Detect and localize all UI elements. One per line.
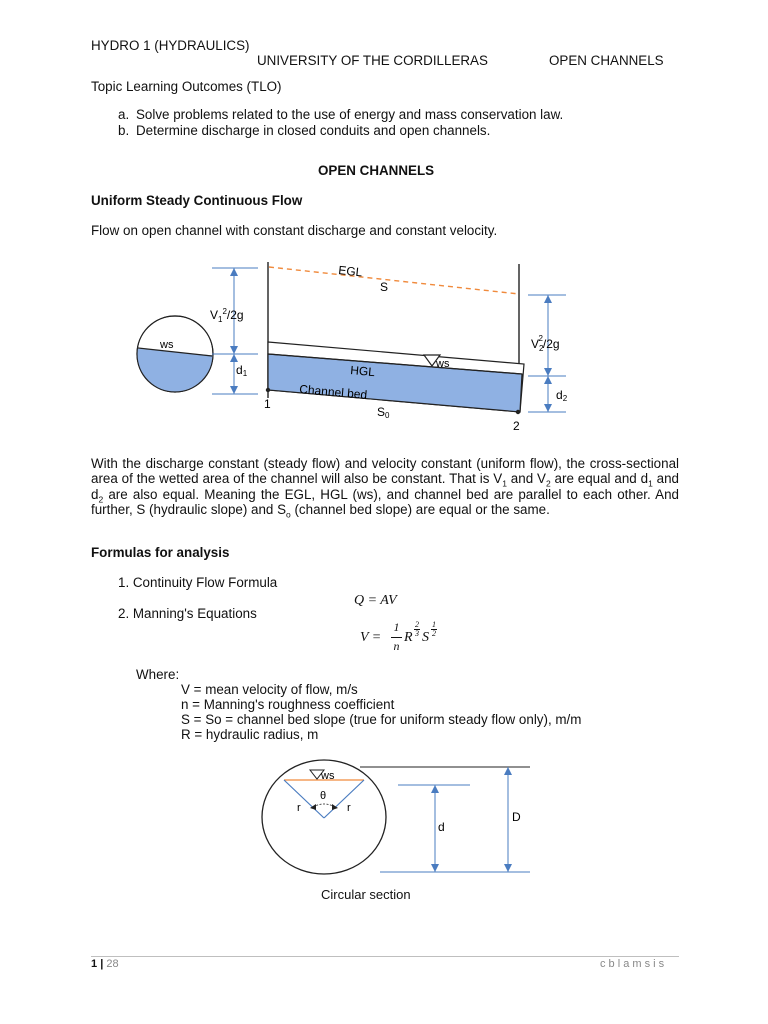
footer-divider bbox=[91, 956, 679, 957]
s0-label: S0 bbox=[377, 405, 390, 420]
header-topic: OPEN CHANNELS bbox=[549, 53, 664, 68]
channel-ws-label: ws bbox=[436, 358, 450, 370]
where-label: Where: bbox=[136, 667, 180, 682]
tlo-item-b: Determine discharge in closed conduits and open channels. bbox=[136, 123, 491, 138]
radius-right-label: r bbox=[347, 802, 351, 814]
where-line-v: V = mean velocity of flow, m/s bbox=[181, 682, 358, 697]
section-title: OPEN CHANNELS bbox=[318, 163, 435, 178]
formula-1-label: 1. Continuity Flow Formula bbox=[118, 575, 278, 590]
page-number: 1 | 28 bbox=[91, 958, 119, 970]
point-1-marker bbox=[266, 388, 270, 392]
radius-left-line bbox=[284, 780, 327, 818]
tlo-marker-a: a. bbox=[118, 107, 130, 122]
egl-line bbox=[269, 267, 519, 294]
where-line-r: R = hydraulic radius, m bbox=[181, 727, 319, 742]
point-1-label: 1 bbox=[264, 397, 271, 411]
ws-label: ws bbox=[321, 770, 335, 782]
v1-label: $V_1^2/2g$ bbox=[210, 307, 244, 324]
manning-equation: V = 1 n R 2 3 S 1 2 bbox=[360, 620, 436, 653]
diameter-D-label: D bbox=[512, 810, 521, 824]
v2-label: $V_22/2g$ bbox=[531, 334, 560, 353]
where-line-n: n = Manning's roughness coefficient bbox=[181, 697, 395, 712]
radius-right-line bbox=[324, 780, 364, 818]
d1-label: d1 bbox=[236, 363, 248, 378]
tlo-item-a: Solve problems related to the use of energy and mass conservation law. bbox=[136, 107, 564, 122]
where-line-s: S = So = channel bed slope (true for uniform steady flow only), m/m bbox=[181, 712, 582, 727]
formula-2-label: 2. Manning's Equations bbox=[118, 606, 257, 621]
channel-bed-label: Channel bed bbox=[298, 382, 368, 402]
point-2-label: 2 bbox=[513, 419, 520, 433]
footer-author: c b l a m s i s bbox=[600, 958, 665, 970]
point-2-marker bbox=[516, 410, 520, 414]
course-title: HYDRO 1 (HYDRAULICS) bbox=[91, 38, 250, 53]
tlo-marker-b: b. bbox=[118, 123, 130, 138]
circle-ws-label: ws bbox=[160, 339, 174, 351]
circular-section-diagram bbox=[0, 755, 768, 885]
depth-d-label: d bbox=[438, 820, 445, 834]
d2-label: d2 bbox=[556, 388, 568, 403]
continuity-equation: Q = AV bbox=[354, 593, 397, 608]
radius-left-label: r bbox=[297, 802, 301, 814]
university-name: UNIVERSITY OF THE CORDILLERAS bbox=[257, 53, 488, 68]
formulas-heading: Formulas for analysis bbox=[91, 545, 230, 560]
slope-s-label: S bbox=[380, 280, 389, 294]
subsection-title: Uniform Steady Continuous Flow bbox=[91, 193, 303, 208]
intro-text: Flow on open channel with constant discharge and constant velocity. bbox=[91, 223, 498, 238]
hgl-label: HGL bbox=[349, 363, 376, 380]
theta-label: θ bbox=[320, 790, 327, 802]
channel-profile-diagram bbox=[0, 250, 768, 440]
tlo-heading: Topic Learning Outcomes (TLO) bbox=[91, 79, 282, 94]
circular-section-caption: Circular section bbox=[321, 887, 411, 902]
explanation-paragraph: With the discharge constant (steady flow) and velocity constant (uniform flow), the cross-sectional area of the wetted area of the channel will also be constant. That is $V_1$ and $V_2$ are equal and $d_1$ and $d_2$ are also equal. Meaning the EGL, HGL (ws), and channel bed are parallel to each other. And further, S (hydraulic slope) and $S_o$ (channel bed slope) are equal or the same. bbox=[91, 456, 680, 520]
egl-label: EGL bbox=[337, 263, 364, 280]
